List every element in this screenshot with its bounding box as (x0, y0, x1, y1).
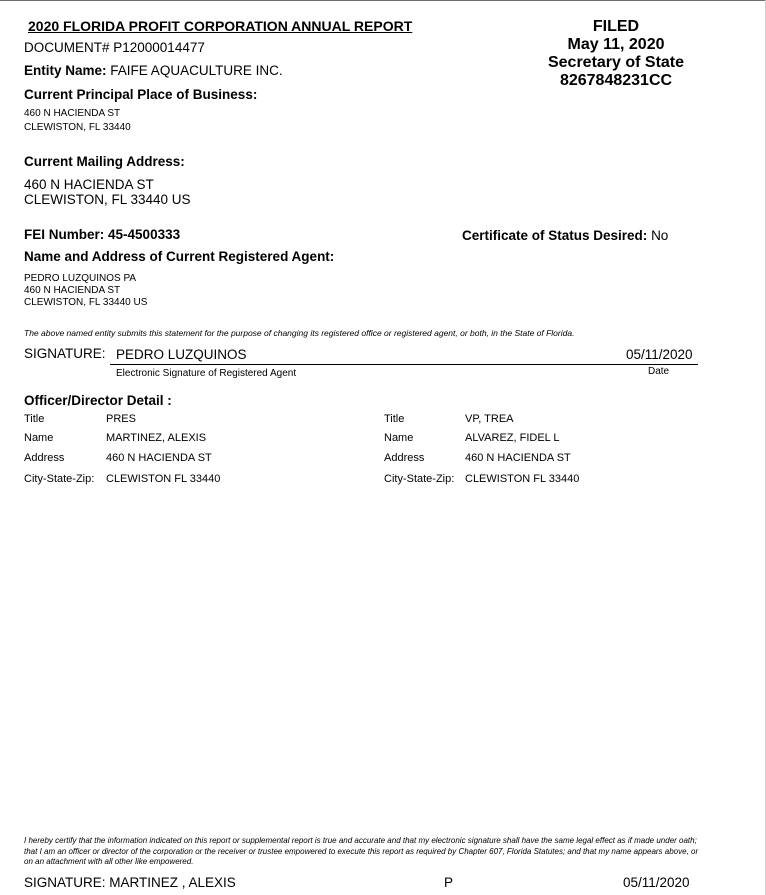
certificate-status-label: Certificate of Status Desired: (462, 228, 648, 243)
mailing-address-line2: CLEWISTON, FL 33440 US (24, 192, 191, 207)
certificate-status (462, 228, 668, 243)
top-border (0, 0, 766, 1)
agent-signature-date: 05/11/2020 (626, 347, 693, 362)
officer-csz-label: City-State-Zip: (384, 473, 455, 485)
entity-name-value: FAIFE AQUACULTURE INC. (110, 63, 283, 78)
registered-agent-line1: PEDRO LUZQUINOS PA (24, 273, 137, 284)
agent-date-caption: Date (648, 366, 670, 377)
entity-name-label: Entity Name: (24, 63, 107, 78)
certification-statement: I hereby certify that the information indicated on this report or supplemental report is true and accurate and that my electronic signature shall have the same legal effect as if made under oath; that I am an officer or director of the corporation or the receiver or trustee empowered to execute this report as required by Chapter 607, Florida Statutes; and that my name appears above, or on an attachment with all other like empowered. (24, 836, 699, 866)
registered-agent-heading: Name and Address of Current Registered Agent: (24, 249, 335, 264)
principal-place-line1: 460 N HACIENDA ST (24, 108, 121, 119)
agent-signature-line (110, 364, 698, 365)
officer-title-label: Title (24, 413, 45, 425)
filed-office: Secretary of State (547, 54, 685, 71)
principal-place-line2: CLEWISTON, FL 33440 (24, 122, 131, 133)
agent-signature-label: SIGNATURE: (24, 346, 106, 361)
officer-name-label: Name (384, 432, 414, 444)
report-title: 2020 FLORIDA PROFIT CORPORATION ANNUAL REPORT (28, 18, 413, 34)
document-number: DOCUMENT# P12000014477 (24, 40, 205, 55)
registered-agent-line2: 460 N HACIENDA ST (24, 285, 121, 296)
officer-csz: CLEWISTON FL 33440 (465, 473, 580, 485)
filed-status: FILED (592, 18, 640, 35)
filed-stamp (520, 18, 712, 90)
officer-name: ALVAREZ, FIDEL L (465, 432, 560, 444)
filed-number: 8267848231CC (559, 72, 673, 89)
agent-signature-name: PEDRO LUZQUINOS (116, 347, 247, 362)
certificate-status-value: No (651, 228, 669, 243)
agent-statement: The above named entity submits this statement for the purpose of changing its registered office or registered agent, or both, in the State of Florida. (24, 328, 575, 338)
principal-place-heading: Current Principal Place of Business: (24, 87, 258, 102)
officer-name-label: Name (24, 432, 54, 444)
fei-number (24, 227, 180, 242)
officer-address: 460 N HACIENDA ST (465, 452, 571, 464)
fei-value: 45-4500333 (108, 227, 181, 242)
filed-date: May 11, 2020 (567, 36, 665, 53)
registered-agent-line3: CLEWISTON, FL 33440 US (24, 297, 148, 308)
mailing-address-heading: Current Mailing Address: (24, 154, 185, 169)
fei-label: FEI Number: (24, 227, 105, 242)
final-signature: SIGNATURE: MARTINEZ , ALEXIS (24, 875, 236, 890)
mailing-address-line1: 460 N HACIENDA ST (24, 177, 154, 192)
officer-csz: CLEWISTON FL 33440 (106, 473, 221, 485)
officers-heading: Officer/Director Detail : (24, 393, 172, 408)
officer-address-label: Address (384, 452, 425, 464)
officer-address: 460 N HACIENDA ST (106, 452, 212, 464)
entity-name (24, 63, 283, 78)
officer-title: PRES (106, 413, 136, 425)
officer-address-label: Address (24, 452, 65, 464)
officer-title-label: Title (384, 413, 405, 425)
final-signature-title: P (444, 875, 454, 890)
officer-csz-label: City-State-Zip: (24, 473, 95, 485)
officer-name: MARTINEZ, ALEXIS (106, 432, 207, 444)
agent-signature-caption: Electronic Signature of Registered Agent (116, 368, 297, 379)
officer-title: VP, TREA (465, 413, 514, 425)
final-signature-date: 05/11/2020 (623, 875, 690, 890)
